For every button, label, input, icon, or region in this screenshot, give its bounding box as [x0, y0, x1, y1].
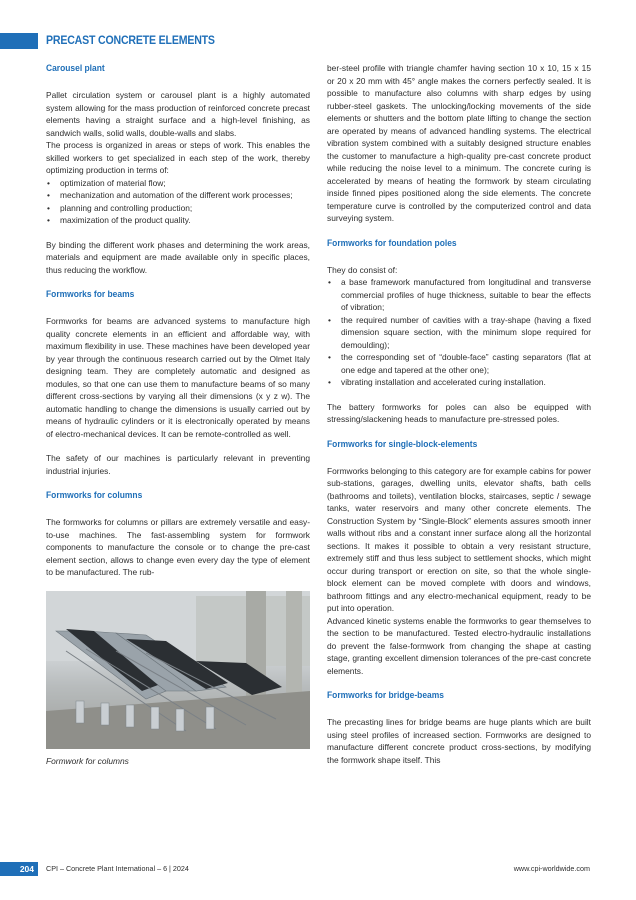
paragraph: Formworks belonging to this category are for example cabins for power sub-stations, garages, dwelling units, elevator shafts, bath cells (bathrooms and toilets), ventilation blocks, staircases, septic / sewage tanks, water reservoirs and many other concrete elements. The Construction System by “Single-Block” elements assures smooth inner walls without ribs and a constant inner surface along all the horizontal sections. It makes it possible to obtain a very resistant structure, extremely stiff and thus less subject to settlement shocks, which might occur during transport or erection on site, so that the whole single-block element can be moved complete with doors and windows, bathroom fittings and any electro-mechanical equipment, ready to be put into operation.: [327, 465, 591, 613]
website-link[interactable]: www.cpi-worldwide.com: [513, 864, 590, 873]
formwork-columns-photo: [46, 591, 310, 749]
list-item: • a base framework manufactured from longitudinal and transverse commercial profiles of huge thickness, suitable to bear the effects of vibration;: [327, 276, 591, 314]
paragraph: The safety of our machines is particularly relevant in preventing industrial injuries.: [46, 453, 310, 476]
list-item: • planning and controlling production;: [46, 202, 310, 215]
list-item: • vibrating installation and accelerated curing installation.: [327, 376, 591, 389]
paragraph: They do consist of:: [327, 264, 398, 275]
list-item: • mechanization and automation of the different work processes;: [46, 189, 310, 202]
heading-formworks-columns: Formworks for columns: [46, 490, 143, 500]
heading-carousel-plant: Carousel plant: [46, 63, 105, 73]
list-item: • the required number of cavities with a tray-shape (having a fixed dimension square section, with the minimum slope required for demoulding);: [327, 314, 591, 352]
heading-formworks-bridge-beams: Formworks for bridge-beams: [327, 690, 444, 700]
paragraph: By binding the different work phases and determining the work areas, materials and equipment are made available only in specific places, thus reducing the workflow.: [46, 239, 310, 275]
list-item: • the corresponding set of “double-face” casting separators (flat at one edge and tapered at the other one);: [327, 351, 591, 376]
bullet-list: [46, 177, 310, 227]
list-item: • maximization of the product quality.: [46, 214, 310, 227]
left-column: [46, 62, 310, 767]
publication-info: CPI – Concrete Plant International – 6 | 2024: [46, 864, 189, 873]
paragraph: The precasting lines for bridge beams are huge plants which are built using steel profiles of increased section. Formworks are designed to manufacture different concrete product cross-sections, by modifying the formwork shape itself. This: [327, 717, 591, 765]
heading-formworks-beams: Formworks for beams: [46, 289, 135, 299]
bullet-list: [327, 276, 591, 389]
section-header-title: PRECAST CONCRETE ELEMENTS: [46, 35, 215, 47]
header-accent-bar: [0, 33, 38, 49]
heading-formworks-foundation-poles: Formworks for foundation poles: [327, 237, 457, 248]
page-number: 204: [0, 862, 38, 876]
heading-formworks-single-block: Formworks for single-block-elements: [327, 438, 478, 449]
paragraph: ber-steel profile with triangle chamfer having section 10 x 10, 15 x 15 or 20 x 20 mm with 45° angle makes the corners perfectly sealed. It is possible to manufacture also columns with sharp edges by using rubber-steel gaskets. The unlocking/locking movements of the side elements or shutters and the bottom plate lifting to change the section are operated by means of advanced handling systems. The electrical vibration system combined with a suitably designed structure enables the customer to manufacture a high-quality pre-cast concrete product while reducing the noise level to a minimum. The concrete curing is accelerated by means of heating the formwork by steam circulating inside finned pipes positioned along the side elements. The concrete temperature curve is controlled by the computerized control and data surveying system.: [327, 63, 591, 223]
list-item: • optimization of material flow;: [46, 177, 310, 190]
paragraph: Advanced kinetic systems enable the formworks to gear themselves to the section to be manufactured. Tested electro-hydraulic installations do prevent the false-formwork from changing the shape at casting stage, granting excellent dimension tolerances of the pre-cast concrete elements.: [327, 615, 591, 676]
factory-illustration: [46, 591, 310, 749]
paragraph: Pallet circulation system or carousel plant is a highly automated system allowing for the mass production of reinforced concrete precast elements having a straight surface and a high-level finishing, as sandwich walls, solid walls, double-walls and slabs.: [46, 90, 310, 138]
photo-caption: Formwork for columns: [46, 755, 129, 766]
paragraph: Formworks for beams are advanced systems to manufacture high quality concrete elements in an efficient and affordable way, with maximum flexibility in use. These machines have been developed year by year through the continuous research carried out by the Olmet Italy designing team. They are completely automatic and designed as modules, so that one can use them to manufacture beams of so many different cross-sections by varying all their dimensions (x y z w). The automatic handling to change the dimensions is usually carried out by means of hydraulic cylinders or it is electronically operated by means of electro-mechanical devices. It can be remote-controlled as well.: [46, 316, 310, 439]
paragraph: The process is organized in areas or steps of work. This enables the skilled workers to get specialized in each step of the work, thereby optimizing production in terms of:: [46, 140, 310, 175]
paragraph: The battery formworks for poles can also be equipped with stressing/slackening heads to manufacture pre-stressed poles.: [327, 401, 591, 424]
paragraph: The formworks for columns or pillars are extremely versatile and easy-to-use machines. The fast-assembling system for formwork components to manufacture the console or to change the pre-cast element section, allows to change even every day the type of element to be manufactured. The rub-: [46, 517, 310, 577]
right-column: [327, 62, 591, 778]
